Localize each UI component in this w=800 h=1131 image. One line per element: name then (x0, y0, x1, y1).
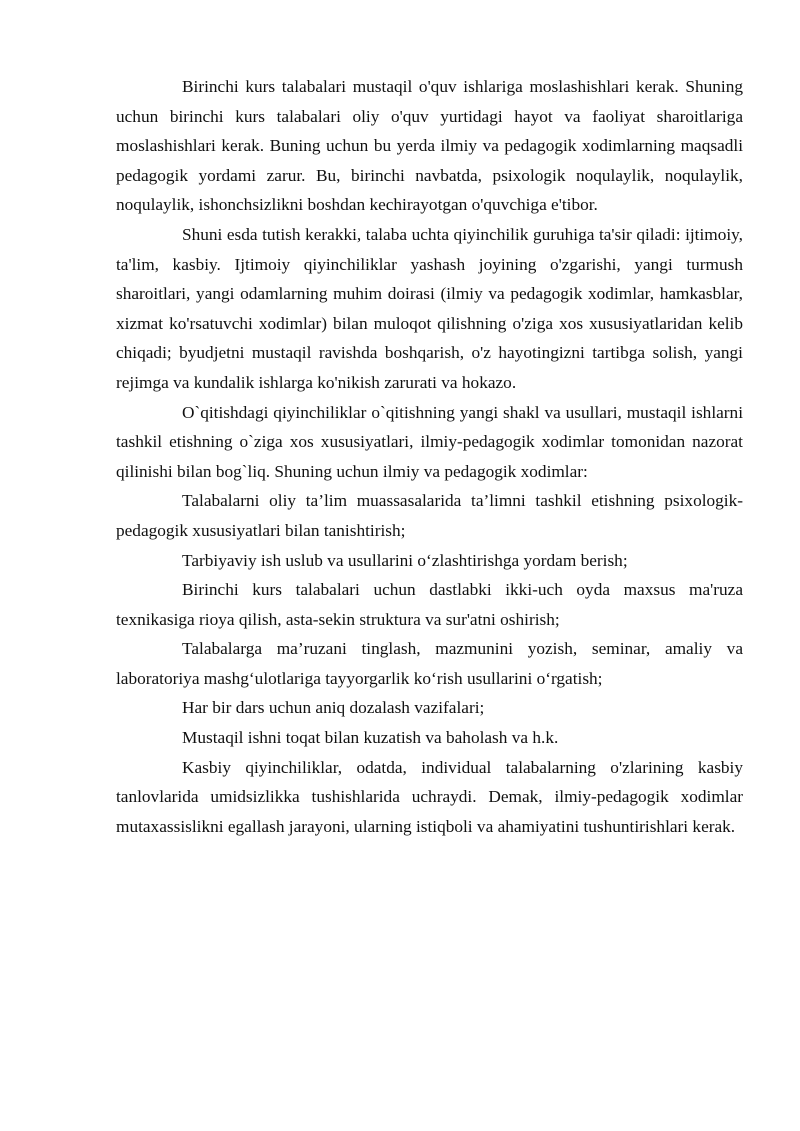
list-item-help-methods: Tarbiyaviy ish uslub va usullarini o‘zlashtirishga yordam berish; (182, 550, 628, 570)
list-item-monitor-evaluate: Mustaqil ishni toqat bilan kuzatish va baholash va h.k. (182, 728, 559, 748)
paragraph-professional-difficulties: Kasbiy qiyinchiliklar, odatda, individual talabalarning o'zlarining kasbiy tanlovlarida umidsizlikka tushishlarida uchraydi. Demak, ilmiy-pedagogik xodimlar mutaxassislikni egallash jarayoni, ularning istiqboli va ahamiyatini tushuntirishlari kerak. (116, 757, 743, 836)
paragraph-adaptation: Birinchi kurs talabalari mustaqil o'quv ishlariga moslashishlari kerak. Shuning uchun birinchi kurs talabalari oliy o'quv yurtidagi hayot va faoliyat sharoitlariga moslashishlari kerak. Buning uchun bu yerda ilmiy va pedagogik xodimlarning maqsadli pedagogik yordami zarur. Bu, birinchi navbatda, psixologik noqulaylik, noqulaylik, noqulaylik, ishonchsizlikni boshdan kechirayotgan o'quvchiga e'tibor. (116, 77, 743, 215)
document-page (116, 72, 743, 841)
list-item-introduce-features: Talabalarni oliy ta’lim muassasalarida ta’limni tashkil etishning psixologik-pedagogik xususiyatlari bilan tanishtirish; (116, 491, 743, 540)
paragraph-difficulty-groups: Shuni esda tutish kerakki, talaba uchta qiyinchilik guruhiga ta'sir qiladi: ijtimoiy, ta'lim, kasbiy. Ijtimoiy qiyinchiliklar yashash joyining o'zgarishi, yangi turmush sharoitlari, yangi odamlarning muhim doirasi (ilmiy va pedagogik xodimlar, hamkasblar, xizmat ko'rsatuvchi xodimlar) bilan muloqot qilishning o'ziga xos xususiyatlaridan kelib chiqadi; byudjetni mustaqil ravishda boshqarish, o'z hayotingizni tartibga solish, yangi rejimga va kundalik ishlarga ko'nikish zarurati va hokazo. (116, 224, 743, 392)
list-item-teach-listening: Talabalarga ma’ruzani tinglash, mazmunini yozish, seminar, amaliy va laboratoriya mashg‘ulotlariga tayyorgarlik ko‘rish usullarini o‘rgatish; (116, 639, 743, 688)
list-item-lecture-technique: Birinchi kurs talabalari uchun dastlabki ikki-uch oyda maxsus ma'ruza texnikasiga rioya qilish, asta-sekin struktura va sur'atni oshirish; (116, 580, 743, 629)
paragraph-teaching-difficulties: O`qitishdagi qiyinchiliklar o`qitishning yangi shakl va usullari, mustaqil ishlarni tashkil etishning o`ziga xos xususiyatlari, ilmiy-pedagogik xodimlar tomonidan nazorat qilinishi bilan bog`liq. Shuning uchun ilmiy va pedagogik xodimlar: (116, 402, 743, 481)
list-item-dosage-tasks: Har bir dars uchun aniq dozalash vazifalari; (182, 698, 485, 718)
